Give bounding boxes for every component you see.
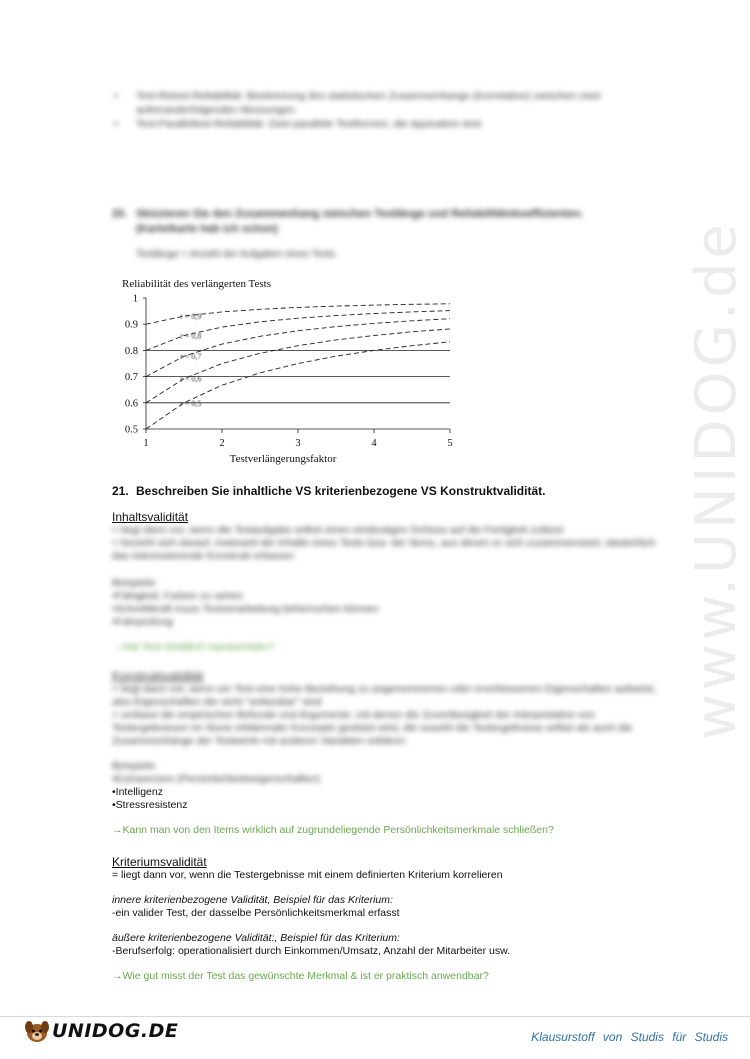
question-20-sub: Testlänge = Anzahl der Aufgaben eines Tests [136,249,336,260]
criterion-validity-section [112,856,672,983]
bullet-item: • Test-Paralleltest-Reliabilität: Zwei parallele Testformen, die äquivalent sind [112,117,632,131]
question-text: Skizzieren Sie den Zusammenhang zwischen Testlänge und Reliabilitätskoeffizienten. [136,208,584,220]
example-item: •Intelligenz [112,786,163,798]
chart-title: Reliabilität des verlängerten Tests [122,278,272,290]
definition: = liegt dann vor, wenn ein Test eine hohe Beziehung zu angenommenen oder erschlossenen Eigenschaften aufweist, also Eigenschaften die nicht "anfassbar" sind [112,683,657,708]
example-item: •Fähigkeit, Farben zu sehen [112,590,243,602]
series-label: r = 0,5 [180,398,202,408]
guiding-question: →Kann man von den Items wirklich auf zugrundeliegende Persönlichkeitsmerkmale schließen? [112,824,554,836]
series-label: r = 0,6 [180,374,202,384]
inner-validity-example: -ein valider Test, der dasselbe Persönlichkeitsmerkmal erfasst [112,907,400,919]
question-20 [112,207,672,237]
reliability-chart [112,272,472,472]
question-number: 21. [112,484,129,498]
y-tick-label: 0.7 [124,372,138,384]
construct-validity-section [112,670,672,837]
y-tick-label: 0.9 [124,319,138,331]
x-tick-label: 1 [143,438,149,449]
definition: = umfasst die empirischen Befunde und Argumente, mit denen die Zuverlässigkeit der Interpretation von Testergebnissen im Sinne erklärender Konzepte gestützt wird, die sowohl die Testergebnisse selbst als auch die Zusammenhänge der Testwerte mit anderen Variablen erklären [112,709,633,747]
bullet-list [112,89,632,131]
series-label: r = 0,9 [180,312,202,322]
outer-validity-example: -Berufserfolg: operationalisiert durch Einkommen/Umsatz, Anzahl der Mitarbeiter usw. [112,945,511,957]
guiding-question: →Wie gut misst der Test das gewünschte Merkmal & ist er praktisch anwendbar? [112,970,489,982]
logo-text: UNIDOG.DE [52,1020,179,1042]
example-item: •Fahrprüfung [112,616,173,628]
examples-label: Beispiele: [112,577,158,589]
question-number: 20. [112,208,128,220]
question-title: Beschreiben Sie inhaltliche VS kriterienbezogene VS Konstruktvalidität. [136,484,546,498]
question-text-cont: (Karteikarte hab ich schon) [136,223,278,235]
section-heading: Inhaltsvalidität [112,510,189,524]
watermark: www.UNIDOG.de [684,220,749,740]
y-tick-label: 0.8 [124,345,138,357]
section-heading: Kriteriumsvalidität [112,855,207,869]
y-tick-label: 1 [132,293,138,305]
y-tick-label: 0.6 [124,398,138,410]
content-validity-section [112,511,672,654]
examples-label: Beispiele: [112,760,158,772]
guiding-question: →Hat Test inhaltlich repräsentativ? [112,641,275,653]
example-item: •Schreibkraft muss Textverarbeitung beherrschen können [112,603,379,615]
footer-tagline: Klausurstoff von Studis für Studis [531,1030,728,1044]
outer-validity-label: äußere kriterienbezogene Validität:, Beispiel für das Kriterium: [112,932,400,944]
definition: = liegt dann vor, wenn die Testaufgabe selbst einen eindeutigen Schluss auf die Fertigkeit zulässt [112,524,564,536]
series-label: r = 0,8 [180,331,202,341]
series-label: r = 0,7 [180,352,202,362]
x-tick-label: 5 [447,438,453,449]
x-axis-label: Testverlängerungsfaktor [229,453,337,465]
definition: = liegt dann vor, wenn die Testergebnisse mit einem definierten Kriterium korrelieren [112,869,503,881]
x-tick-label: 3 [295,438,301,449]
unidog-logo[interactable] [22,1014,178,1048]
x-tick-label: 4 [371,438,377,449]
x-tick-label: 2 [219,438,225,449]
question-21 [112,484,545,498]
example-item: •Stressresistenz [112,799,188,811]
y-tick-label: 0.5 [124,424,138,436]
inner-validity-label: innere kriterienbezogene Validität, Beispiel für das Kriterium: [112,894,393,906]
dog-icon [22,1016,52,1046]
section-heading: Konstruktvalidität [112,669,204,683]
definition: = bezieht sich darauf, inwieweit die Inhalte eines Tests bzw. der Items, aus denen er sich zusammensetzt, tatsächlich das interessierende Konstrukt erfassen [112,537,656,562]
series-line [146,319,450,377]
bullet-item: • Test-Retest-Reliabilität: Bestimmung des statistischen Zusammenhangs (Korrelation) zwischen zwei aufeinanderfolgenden Messungen [112,89,632,117]
example-item: •Extraversion (Persönlichkeitseigenschaften) [112,773,320,785]
